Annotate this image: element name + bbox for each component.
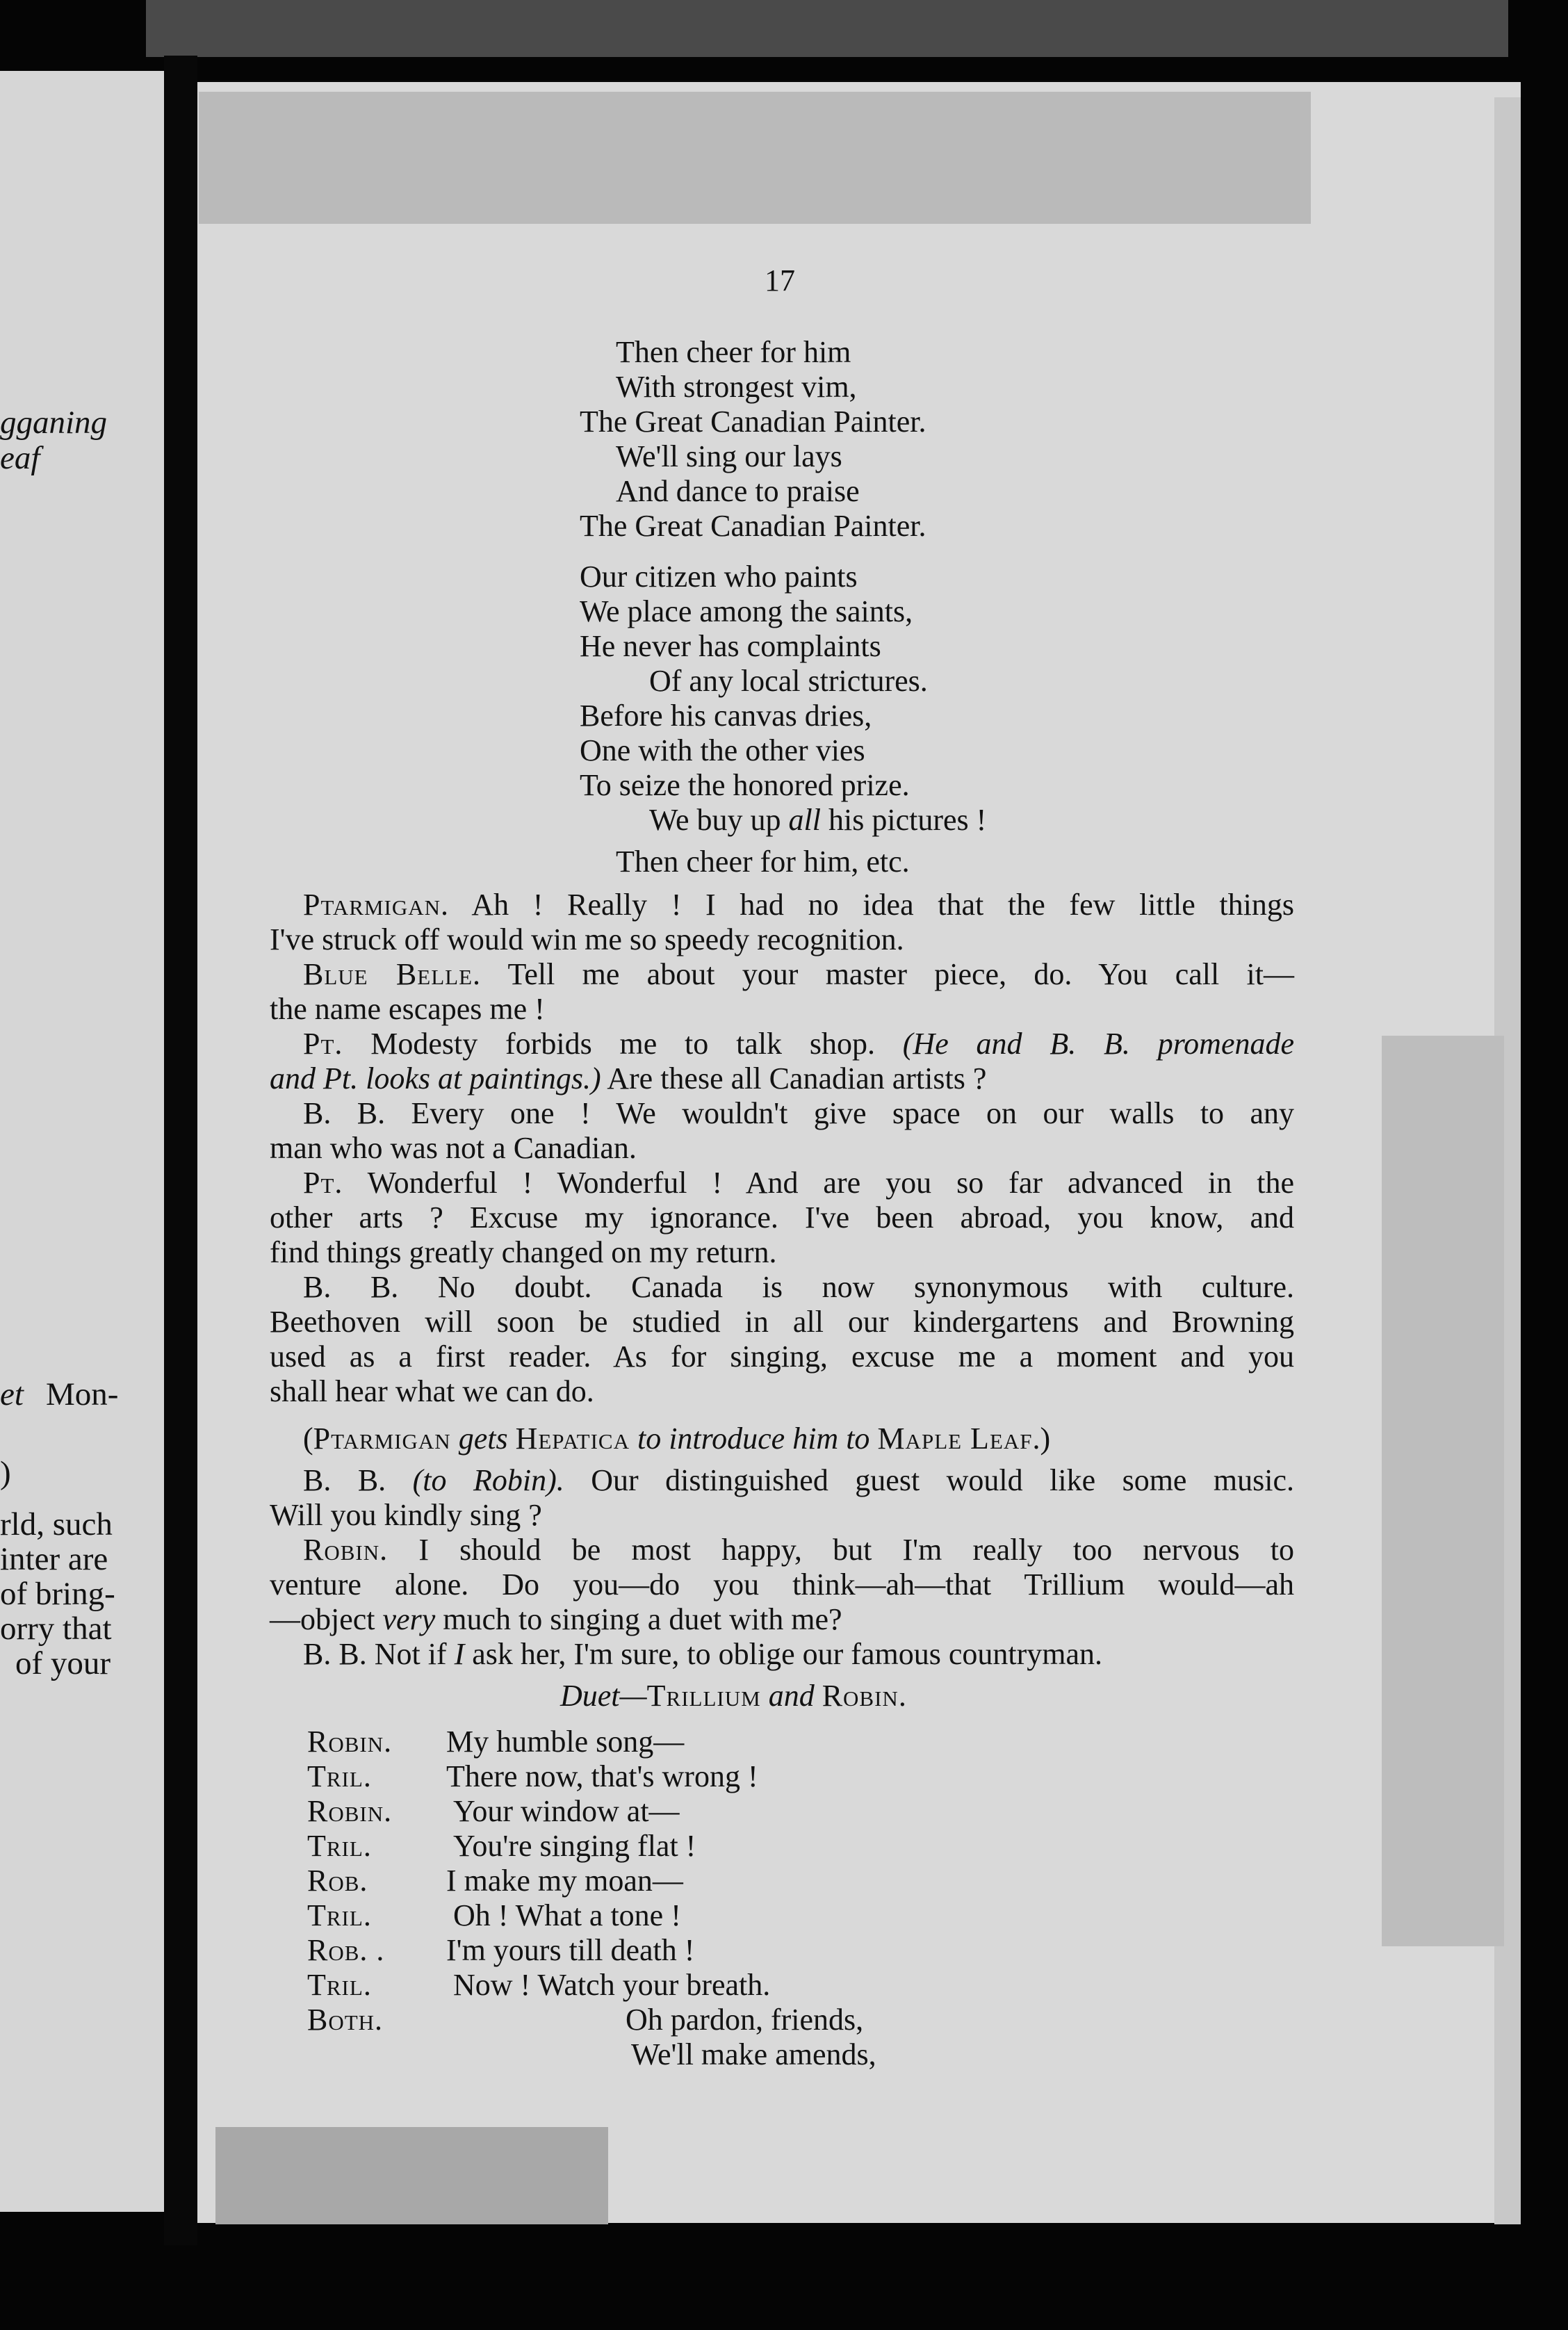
dialogue-line: Robin. I should be most happy, but I'm really too nervous to: [303, 1533, 1295, 1567]
left-fragment: eaf: [0, 440, 40, 476]
dialogue-line: Beethoven will soon be studied in all our kindergartens and Browning: [270, 1305, 1294, 1339]
duet-speaker: Robin.: [307, 1725, 393, 1759]
duet-speaker: Both.: [307, 2003, 384, 2037]
page-number: 17: [765, 263, 795, 298]
character-name: Ptarmigan: [313, 1421, 451, 1456]
left-fragment: rld, such: [0, 1506, 113, 1542]
dialogue-line: other arts ? Excuse my ignorance. I've been abroad, you know, and: [270, 1200, 1294, 1235]
stage-direction-line: (Ptarmigan gets Hepatica to introduce him to Maple Leaf.): [303, 1421, 1051, 1456]
dialogue-line: —object very much to singing a duet with me?: [270, 1602, 842, 1636]
stage-direction: and Pt. looks at paintings.): [270, 1061, 601, 1095]
verse-line: [649, 805, 986, 836]
dialogue-line: Pt. Modesty forbids me to talk shop. (He and B. B. promenade: [303, 1027, 1295, 1061]
duet-line: I'm yours till death !: [446, 1933, 695, 1967]
verse-line: One with the other vies: [580, 733, 865, 767]
verse-line: Of any local strictures.: [649, 664, 928, 698]
duet-line: There now, that's wrong !: [446, 1759, 758, 1793]
verse-line: He never has complaints: [580, 629, 881, 663]
verse-line: Our citizen who paints: [580, 560, 858, 594]
verse-line: Then cheer for him, etc.: [616, 845, 910, 879]
verse-line: With strongest vim,: [616, 370, 857, 404]
left-fragment: gganing: [0, 405, 108, 441]
verse-line: We place among the saints,: [580, 594, 913, 628]
speaker-name: B. B.: [303, 1463, 386, 1497]
duet-line: My humble song—: [446, 1725, 685, 1759]
dialogue-line: used as a first reader. As for singing, excuse me a moment and you: [270, 1339, 1294, 1374]
left-fragment: orry that: [0, 1611, 112, 1647]
duet-speaker: Robin.: [307, 1794, 393, 1828]
verse-line: The Great Canadian Painter.: [580, 405, 926, 439]
duet-speaker: Tril.: [307, 1829, 372, 1863]
book-spine: [164, 56, 197, 2245]
tape-mark-top: [199, 92, 1311, 224]
dialogue-line: B. B. Every one ! We wouldn't give space on our walls to any: [303, 1096, 1295, 1130]
dialogue-line: Ptarmigan. Ah ! Really ! I had no idea that the few little things: [303, 888, 1294, 922]
dialogue-line: the name escapes me !: [270, 992, 545, 1026]
duet-line: Now ! Watch your breath.: [453, 1968, 771, 2002]
dialogue-line: and Pt. looks at paintings.) Are these all Canadian artists ?: [270, 1061, 987, 1095]
speaker-name: B. B.: [303, 1096, 386, 1130]
speaker-name: Pt.: [303, 1166, 343, 1200]
verse-line: Then cheer for him: [616, 335, 851, 369]
dialogue-line: Blue Belle. Tell me about your master piece, do. You call it—: [303, 957, 1295, 991]
verse-text: We buy up: [649, 803, 781, 837]
dialogue-line: venture alone. Do you—do you think—ah—that Trillium would—ah: [270, 1567, 1294, 1602]
verse-line: And dance to praise: [616, 474, 860, 508]
duet-speaker: Tril.: [307, 1968, 372, 2002]
dialogue-line: B. B. No doubt. Canada is now synonymous with culture.: [303, 1270, 1295, 1304]
left-page: [0, 71, 164, 2212]
tape-mark-right: [1382, 1036, 1504, 1946]
duet-speaker: Rob. .: [307, 1933, 385, 1967]
verse-text: his pictures !: [828, 803, 987, 837]
verse-emphasis: all: [788, 803, 821, 837]
speaker-name: B. B.: [303, 1270, 399, 1304]
duet-line: Oh pardon, friends,: [626, 2003, 864, 2037]
dialogue-line: B. B. (to Robin). Our distinguished guest would like some music.: [303, 1463, 1295, 1497]
speaker-name: Ptarmigan.: [303, 888, 450, 922]
duet-speaker: Rob.: [307, 1864, 368, 1898]
speaker-name: B. B.: [303, 1637, 367, 1671]
speaker-name: Pt.: [303, 1027, 343, 1061]
duet-heading: Duet—Trillium and Robin.: [560, 1679, 906, 1713]
stage-direction: (to Robin).: [412, 1463, 564, 1497]
dialogue-line: Pt. Wonderful ! Wonderful ! And are you so far advanced in the: [303, 1166, 1295, 1200]
verse-line: Before his canvas dries,: [580, 699, 872, 733]
left-fragment: inter are: [0, 1541, 108, 1577]
dialogue-line: I've struck off would win me so speedy recognition.: [270, 922, 904, 956]
character-name: Maple Leaf: [877, 1421, 1033, 1456]
duet-line: Oh ! What a tone !: [453, 1898, 681, 1932]
dialogue-line: shall hear what we can do.: [270, 1374, 594, 1408]
speaker-name: Blue Belle.: [303, 957, 482, 991]
left-fragment: et: [0, 1376, 24, 1412]
duet-line: You're singing flat !: [453, 1829, 696, 1863]
top-edge-shadow: [146, 0, 1508, 57]
dialogue-line: B. B. Not if I ask her, I'm sure, to oblige our famous countryman.: [303, 1637, 1102, 1671]
left-fragment: Mon-: [46, 1376, 119, 1412]
left-fragment: of bring-: [0, 1576, 115, 1612]
duet-speaker: Tril.: [307, 1759, 372, 1793]
verse-line: The Great Canadian Painter.: [580, 509, 926, 543]
duet-line: We'll make amends,: [631, 2037, 876, 2071]
left-fragment: of your: [15, 1645, 111, 1681]
speaker-name: Robin.: [303, 1533, 389, 1567]
left-fragment: ): [0, 1455, 11, 1491]
verse-line: We'll sing our lays: [616, 439, 842, 473]
dialogue-line: find things greatly changed on my return.: [270, 1235, 777, 1269]
character-name: Hepatica: [515, 1421, 630, 1456]
duet-line: I make my moan—: [446, 1864, 683, 1898]
stage-direction: (He and B. B. promenade: [902, 1027, 1295, 1061]
duet-speaker: Tril.: [307, 1898, 372, 1932]
tape-mark-bottom: [215, 2127, 608, 2224]
dialogue-line: Will you kindly sing ?: [270, 1498, 542, 1532]
duet-line: Your window at—: [453, 1794, 680, 1828]
verse-line: To seize the honored prize.: [580, 768, 910, 802]
dialogue-line: man who was not a Canadian.: [270, 1131, 637, 1165]
